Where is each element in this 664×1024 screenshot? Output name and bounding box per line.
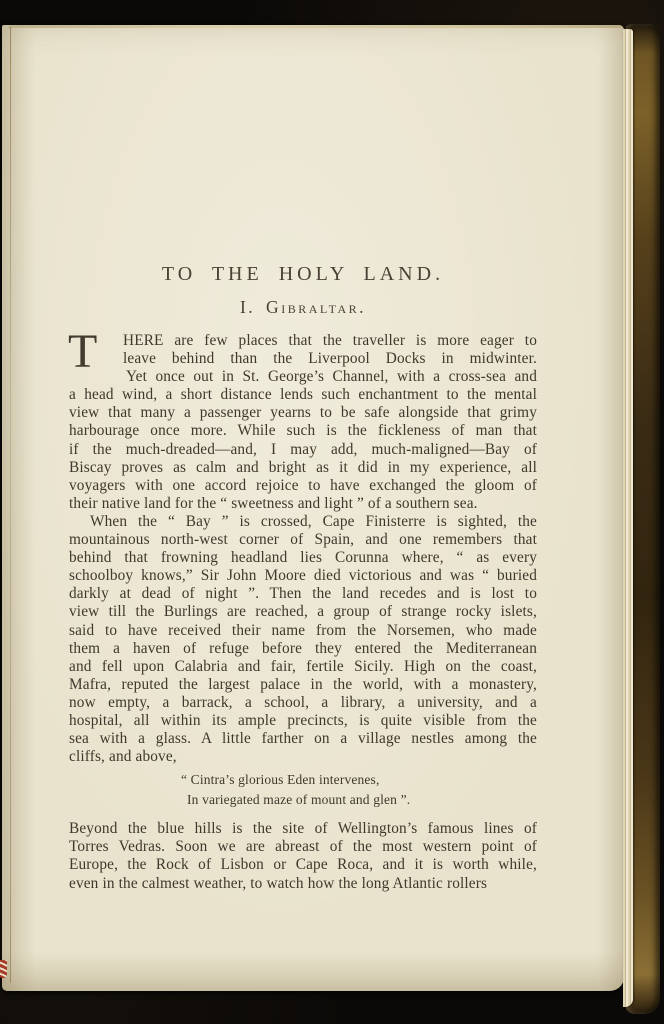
- quote-lines: [181, 770, 537, 809]
- text-line: “ Cintra’s glorious Eden intervenes,: [181, 772, 380, 788]
- text-line: hospital, all within its ample precincts, is quite visible from the: [69, 711, 537, 729]
- text-line: view that many a passenger yearns to be safe alongside that grimy: [69, 404, 537, 422]
- text-line: now empty, a barrack, a school, a library, a university, and a: [69, 693, 537, 711]
- text-line: Mafra, reputed the largest palace in the world, with a monastery,: [69, 675, 537, 693]
- text-line: darkly at dead of night ”. Then the land recedes and is lost to: [69, 585, 537, 603]
- text-line: behind that frowning headland lies Corunna where, “ as every: [69, 549, 537, 567]
- book-page: [2, 25, 624, 991]
- text-line: Beyond the blue hills is the site of Wellington’s famous lines of: [69, 820, 537, 838]
- text-line: if the much-dreaded—and, I may add, much-maligned—Bay of: [69, 440, 537, 458]
- text-line: Biscay proves as calm and bright as it did in my experience, all: [69, 458, 537, 476]
- text-line: Europe, the Rock of Lisbon or Cape Roca, and it is worth while,: [69, 856, 537, 874]
- text-line: sea with a glass. A little farther on a village nestles among the: [69, 730, 537, 748]
- page-stack-edge: [623, 29, 633, 1007]
- text-line: HERE are few places that the traveller is more eager to: [123, 332, 537, 349]
- text-line: said to have received their name from the Norsemen, who made: [69, 621, 537, 639]
- text-line: harbourage once more. While such is the fickleness of man that: [69, 422, 537, 440]
- text-line: view till the Burlings are reached, a group of strange rocky islets,: [69, 603, 537, 621]
- paragraph-lines: [68, 325, 537, 513]
- body-text: [68, 325, 537, 893]
- text-line: In variegated maze of mount and glen ”.: [187, 791, 411, 807]
- page-gutter-crease: [10, 27, 11, 983]
- text-line: mountainous north-west corner of Spain, and one remembers that: [69, 531, 537, 549]
- paragraph-lines: [69, 820, 537, 892]
- paragraph-1: [68, 325, 537, 513]
- text-line: their native land for the “ sweetness and light ” of a southern sea.: [69, 494, 478, 512]
- text-line: leave behind than the Liverpool Docks in midwinter.: [123, 350, 537, 368]
- paragraph-3: [69, 820, 537, 892]
- text-line: When the “ Bay ” is crossed, Cape Finisterre is sighted, the: [90, 512, 537, 530]
- text-line: even in the calmest weather, to watch how the long Atlantic rollers: [69, 874, 488, 892]
- paragraph-lines: [69, 513, 537, 766]
- paragraph-2: [69, 513, 537, 766]
- text-line: them a haven of refuge before they entered the Mediterranean: [69, 639, 537, 657]
- drop-cap: T: [68, 325, 98, 378]
- poem-quote: [69, 770, 537, 809]
- text-line: and fell upon Calabria and fair, fertile Sicily. High on the coast,: [69, 657, 537, 675]
- section-heading: I. Gibraltar.: [239, 297, 367, 317]
- text-line: a head wind, a short distance lends such enchantment to the mental: [69, 386, 537, 404]
- text-line: Yet once out in St. George’s Channel, with a cross-sea and: [126, 368, 537, 386]
- text-line: Torres Vedras. Soon we are abreast of the most western point of: [69, 838, 537, 856]
- text-line: schoolboy knows,” Sir John Moore died victorious and was “ buried: [69, 567, 537, 585]
- text-column: [69, 25, 537, 893]
- text-line: voyagers with one accord rejoice to have exchanged the gloom of: [69, 476, 537, 494]
- binding-headband: [0, 960, 7, 978]
- text-line: cliffs, and above,: [69, 748, 177, 766]
- page-title: TO THE HOLY LAND.: [161, 263, 445, 285]
